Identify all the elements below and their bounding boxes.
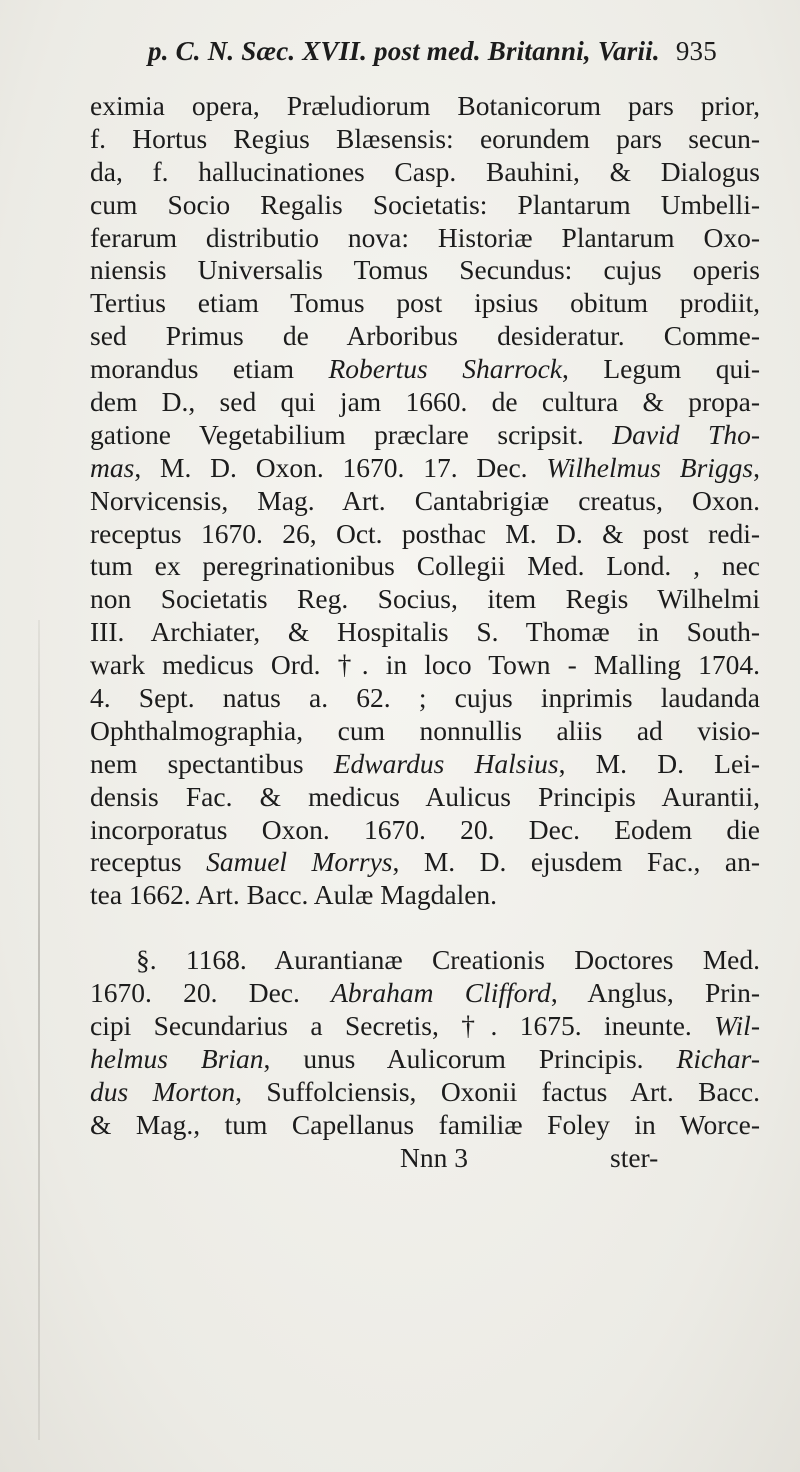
- text-run: , M. D. ejusdem Fac., an-: [392, 846, 760, 878]
- text-line: [90, 846, 760, 879]
- text-line: [90, 518, 760, 551]
- text-line: [90, 944, 760, 977]
- text-run: nem spectantibus: [90, 747, 334, 779]
- text-line: [90, 189, 760, 222]
- paragraph-1: [90, 90, 760, 912]
- text-line: [90, 419, 760, 452]
- italic-name: Samuel Morrys: [206, 846, 393, 878]
- italic-name: dus Morton: [90, 1075, 236, 1107]
- text-run: eximia opera, Præludiorum Botanicorum pars prior,: [90, 90, 760, 121]
- text-line: [90, 682, 760, 715]
- catchword: ster-: [610, 1141, 659, 1173]
- text-run: , M. D. Oxon. 1670. 17. Dec.: [134, 451, 547, 483]
- text-line: [90, 715, 760, 748]
- text-line: [90, 156, 760, 189]
- text-run: gatione Vegetabilium præclare scripsit.: [90, 418, 613, 450]
- text-run: f. Hortus Regius Blæsensis: eorundem pars secun-: [90, 122, 760, 154]
- text-run: , Legum qui-: [562, 353, 760, 385]
- text-run: niensis Universalis Tomus Secundus: cujus operis: [90, 254, 760, 286]
- page-number: 935: [675, 36, 717, 66]
- text-line: [90, 287, 760, 320]
- italic-name: Wilhelmus Briggs: [546, 451, 754, 483]
- italic-name: helmus Brian: [90, 1042, 264, 1074]
- text-run: wark medicus Ord. †. in loco Town - Malling 1704.: [90, 649, 760, 681]
- text-run: & Mag., tum Capellanus familiæ Foley in Worce-: [90, 1108, 760, 1140]
- text-line: [90, 649, 760, 682]
- footer-line: [90, 1142, 760, 1175]
- signature-mark: Nnn 3: [400, 1141, 468, 1173]
- text-line: [90, 254, 760, 287]
- text-run: Norvicensis, Mag. Art. Cantabrigiæ creatus, Oxon.: [90, 484, 760, 516]
- italic-name: Wil-: [714, 1010, 760, 1042]
- text-line: [90, 222, 760, 255]
- text-run: Tertius etiam Tomus post ipsius obitum prodiit,: [90, 287, 760, 319]
- text-line: [90, 977, 760, 1010]
- text-line: [90, 814, 760, 847]
- running-header: [148, 36, 748, 67]
- italic-name: David Tho-: [612, 418, 760, 450]
- text-run: receptus 1670. 26, Oct. posthac M. D. & post redi-: [90, 517, 760, 549]
- text-run: non Societatis Reg. Socius, item Regis Wilhelmi: [90, 583, 760, 615]
- text-line: [90, 353, 760, 386]
- paragraph-gap: [90, 912, 760, 944]
- text-run: cum Socio Regalis Societatis: Plantarum Umbelli-: [90, 188, 760, 220]
- text-line: [90, 781, 760, 814]
- italic-name: mas: [90, 451, 135, 483]
- text-run: da, f. hallucinationes Casp. Bauhini, & Dialogus: [90, 155, 760, 187]
- text-run: cipi Secundarius a Secretis, †. 1675. ineunte.: [90, 1010, 715, 1042]
- text-run: sed Primus de Arboribus desideratur. Comme-: [90, 320, 760, 352]
- text-line: [90, 550, 760, 583]
- text-line: [90, 1043, 760, 1076]
- text-run: receptus: [90, 846, 207, 878]
- text-run: 1670. 20. Dec.: [90, 977, 332, 1009]
- text-run: 4. Sept. natus a. 62. ; cujus inprimis laudanda: [90, 682, 760, 714]
- italic-name: Abraham Clifford: [331, 977, 551, 1009]
- text-run: , Anglus, Prin-: [550, 977, 760, 1009]
- text-line: [90, 879, 760, 912]
- italic-name: Robertus Sharrock: [328, 353, 563, 385]
- text-run: densis Fac. & medicus Aulicus Principis Aurantii,: [90, 780, 760, 812]
- text-run: morandus etiam: [90, 353, 329, 385]
- running-title: p. C. N. Sæc. XVII. post med. Britanni, Varii.: [148, 36, 660, 66]
- text-run: III. Archiater, & Hospitalis S. Thomæ in South-: [90, 616, 760, 648]
- text-line: [90, 386, 760, 419]
- text-line: [90, 123, 760, 156]
- page-edge-shadow: [38, 620, 40, 1440]
- text-line: [90, 583, 760, 616]
- text-run: dem D., sed qui jam 1660. de cultura & propa-: [90, 386, 760, 418]
- text-line: [90, 1076, 760, 1109]
- italic-name: Edwardus Halsius: [333, 747, 559, 779]
- text-run: ferarum distributio nova: Historiæ Plantarum Oxo-: [90, 221, 760, 253]
- text-line: [90, 320, 760, 353]
- text-body: [90, 90, 760, 1175]
- text-line: [90, 485, 760, 518]
- text-run: , M. D. Lei-: [558, 747, 760, 779]
- text-run: ,: [753, 451, 760, 483]
- text-line: [90, 748, 760, 781]
- paragraph-2: [90, 944, 760, 1141]
- text-line: [90, 1010, 760, 1043]
- text-line: [90, 616, 760, 649]
- text-run: , unus Aulicorum Principis.: [263, 1042, 677, 1074]
- text-line: [90, 1109, 760, 1142]
- italic-name: Richar-: [676, 1042, 760, 1074]
- text-run: incorporatus Oxon. 1670. 20. Dec. Eodem die: [90, 813, 760, 845]
- text-line: [90, 90, 760, 123]
- text-run: tea 1662. Art. Bacc. Aulæ Magdalen.: [90, 879, 498, 911]
- text-run: §. 1168. Aurantianæ Creationis Doctores Med.: [136, 944, 760, 976]
- text-run: tum ex peregrinationibus Collegii Med. Lond. , nec: [90, 550, 760, 582]
- text-run: Ophthalmographia, cum nonnullis aliis ad visio-: [90, 714, 760, 746]
- text-run: , Suffolciensis, Oxonii factus Art. Bacc.: [235, 1075, 760, 1107]
- text-line: [90, 452, 760, 485]
